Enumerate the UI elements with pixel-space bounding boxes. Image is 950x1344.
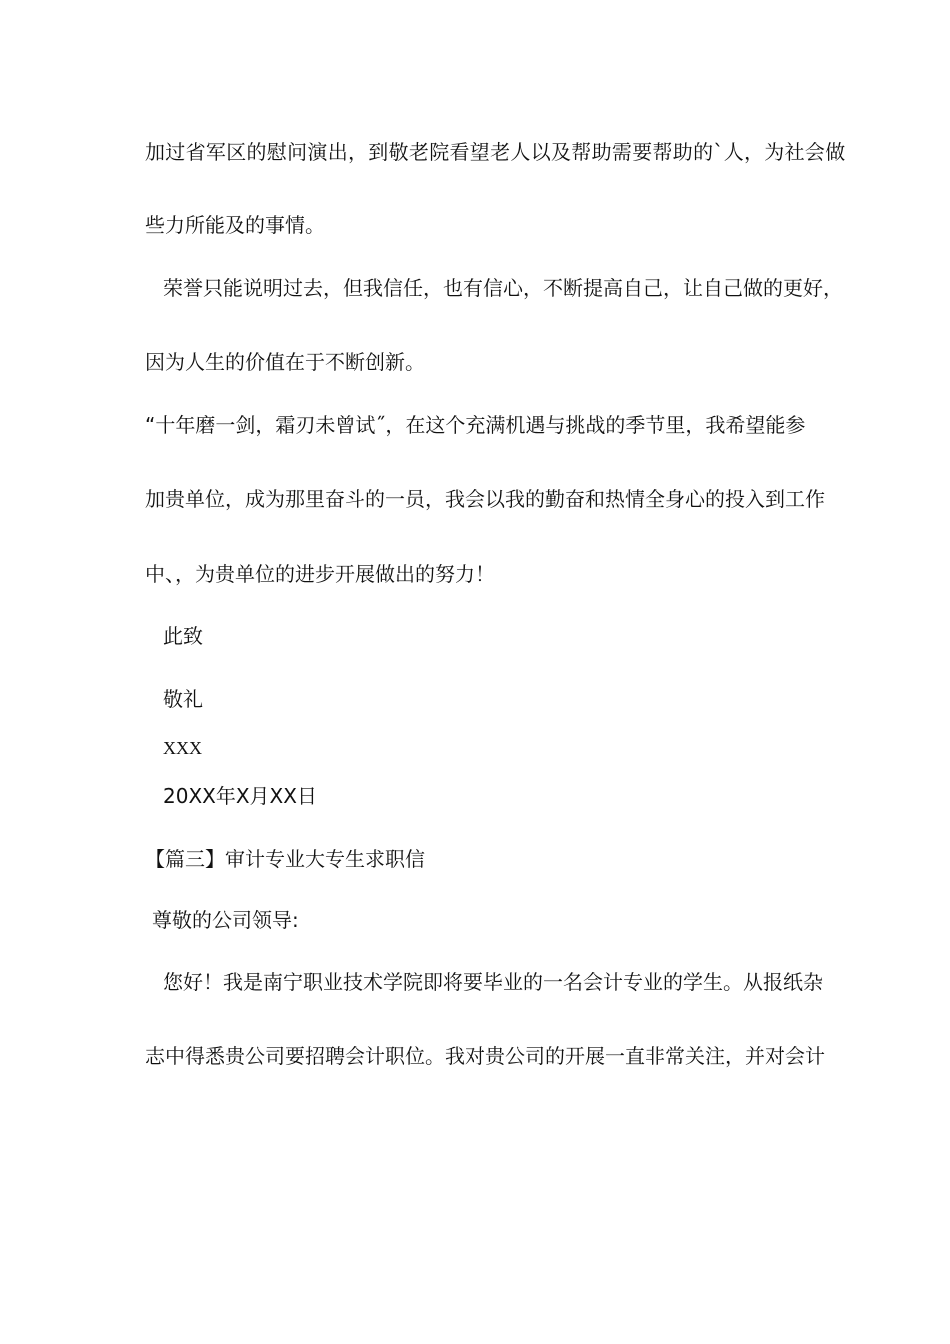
paragraph-line-8: 您好！我是南宁职业技术学院即将要毕业的一名会计专业的学生。从报纸杂 [163,970,823,994]
paragraph-line-5: “十年磨一剑，霜刃未曾试˝，在这个充满机遇与挑战的季节里，我希望能参 [145,413,806,437]
paragraph-line-6: 加贵单位，成为那里奋斗的一员，我会以我的勤奋和热情全身心的投入到工作 [145,487,825,511]
paragraph-line-7: 中、，为贵单位的进步开展做出的努力！ [145,562,495,586]
paragraph-line-2: 些力所能及的事情。 [145,213,325,237]
signature-date: 20XX年X月XX日 [163,784,317,808]
paragraph-line-4: 因为人生的价值在于不断创新。 [145,350,425,374]
paragraph-line-1: 加过省军区的慰问演出，到敬老院看望老人以及帮助需要帮助的`人，为社会做 [145,140,846,164]
closing-regards: 敬礼 [163,687,203,711]
section-heading: 【篇三】审计专业大专生求职信 [145,847,425,871]
signature-name: XXX [163,738,202,758]
closing-salutation: 此致 [163,624,203,648]
paragraph-line-9: 志中得悉贵公司要招聘会计职位。我对贵公司的开展一直非常关注，并对会计 [145,1044,825,1068]
letter-greeting: 尊敬的公司领导: [152,908,299,932]
paragraph-line-3: 荣誉只能说明过去，但我信任，也有信心，不断提高自己，让自己做的更好， [163,276,843,300]
